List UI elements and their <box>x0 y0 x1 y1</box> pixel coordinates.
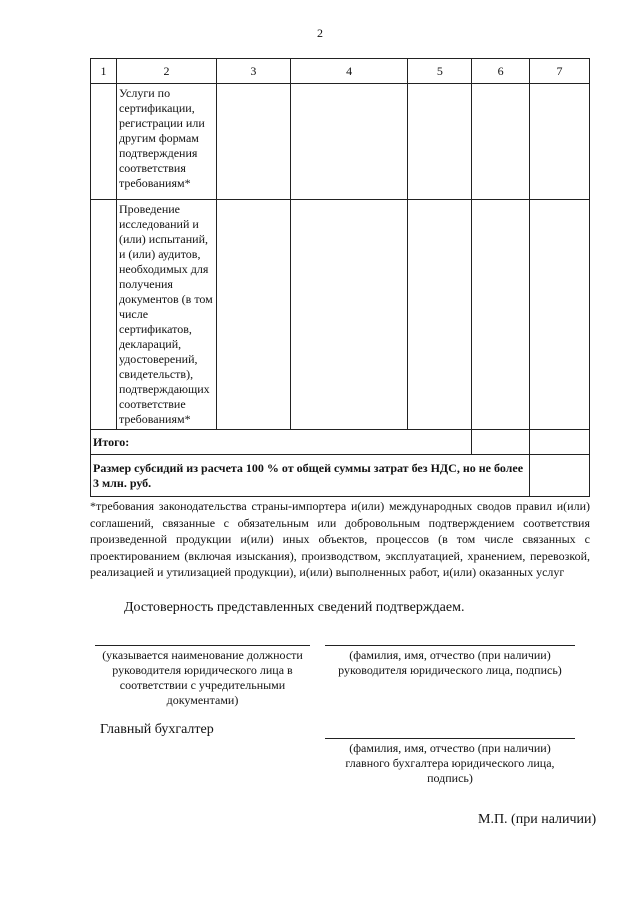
row-name: Проведение исследований и (или) испытаний, и (или) аудитов, необходимых для получения документов (в том числе сертификатов, деклараций, удостоверений, свидетельств), подтверждающих соответствие требованиям* <box>116 200 216 430</box>
header-cell: 4 <box>290 59 408 84</box>
head-name-caption: (фамилия, имя, отчество (при наличии) руководителя юридического лица, подпись) <box>338 648 562 677</box>
signature-line <box>95 645 310 646</box>
stamp-label: М.П. (при наличии) <box>478 812 597 827</box>
cost-table <box>90 58 590 497</box>
total-label: Итого: <box>91 430 472 455</box>
accountant-label: Главный бухгалтер <box>100 722 214 737</box>
header-cell: 7 <box>530 59 590 84</box>
signature-line <box>325 645 575 646</box>
signature-line <box>325 738 575 739</box>
row-name: Услуги по сертификации, регистрации или другим формам подтверждения соответствия требованиям* <box>116 84 216 200</box>
page-number: 2 <box>317 26 323 40</box>
accountant-name-caption: (фамилия, имя, отчество (при наличии) главного бухгалтера юридического лица, подпись) <box>345 741 555 785</box>
confirmation-text: Достоверность представленных сведений подтверждаем. <box>124 600 465 615</box>
table-header-row <box>91 59 590 84</box>
head-position-caption: (указывается наименование должности руководителя юридического лица в соответствии с учредительными документами) <box>102 648 303 707</box>
table-row <box>91 84 590 200</box>
header-cell: 6 <box>472 59 530 84</box>
footnote: *требования законодательства страны-импортера и(или) международных сводов правил и(или) соглашений, связанные с обязательным или добровольным подтверждением соответствия произведенной продукции и(или) иных объектов, процессов (в том числе связанных с проектированием (включая изыскания), производством, эксплуатацией, хранением, перевозкой, реализацией и утилизацией продукции), и(или) выполненных работ, и(или) оказанных услуг <box>90 499 590 579</box>
table-row <box>91 200 590 430</box>
header-cell: 2 <box>116 59 216 84</box>
total-row <box>91 430 590 455</box>
header-cell: 5 <box>408 59 472 84</box>
header-cell: 1 <box>91 59 117 84</box>
header-cell: 3 <box>216 59 290 84</box>
subsidy-label: Размер субсидий из расчета 100 % от общей суммы затрат без НДС, но не более 3 млн. руб. <box>91 455 530 497</box>
subsidy-row <box>91 455 590 497</box>
